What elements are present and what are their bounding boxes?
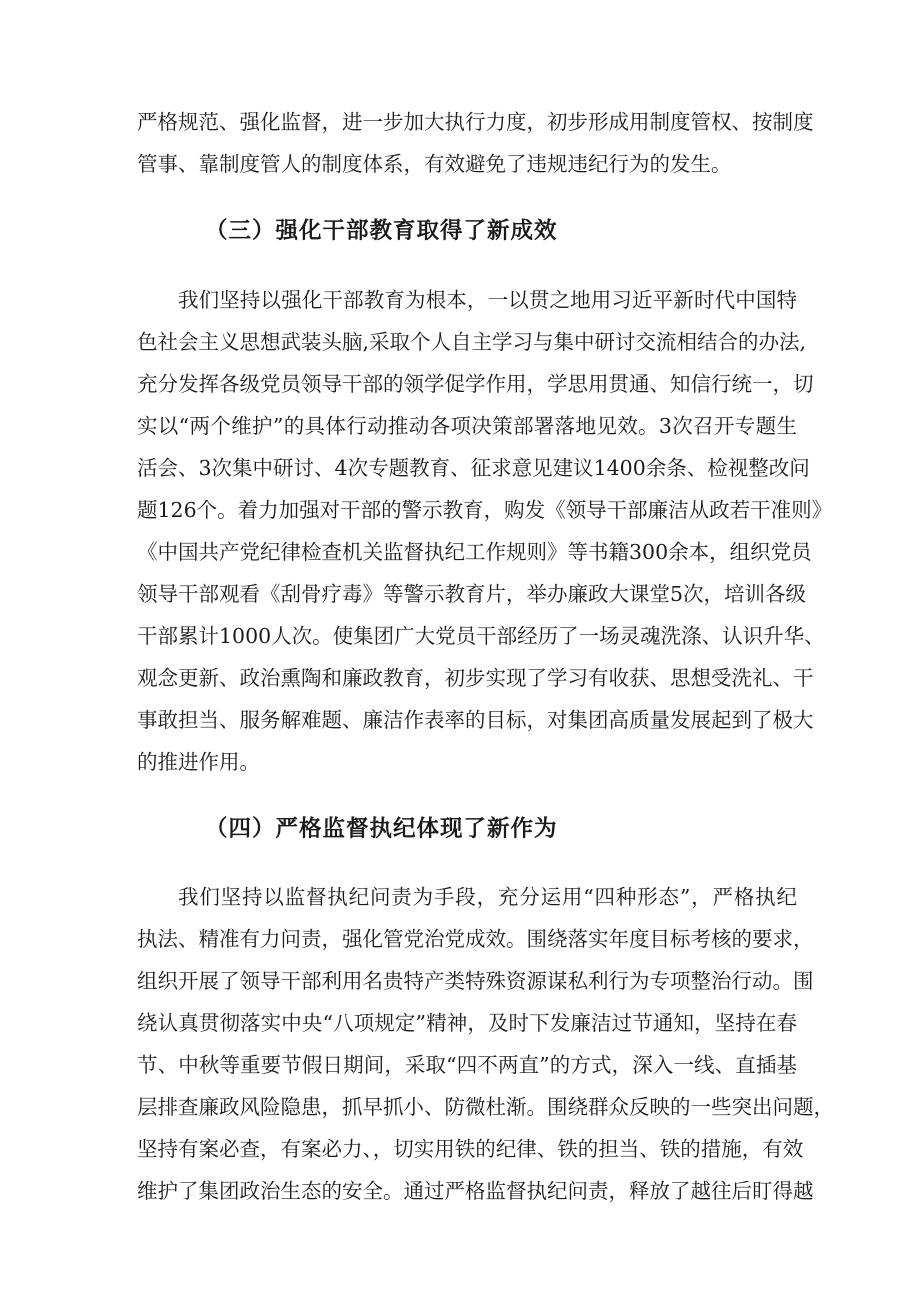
paragraph-line: 《中国共产党纪律检查机关监督执纪工作规则》等书籍300余本，组织党员	[137, 540, 812, 564]
intro-paragraph	[137, 101, 814, 185]
paragraph-line: 坚持有案必查，有案必力、，切实用铁的纪律、铁的担当、铁的措施，有效	[137, 1137, 804, 1161]
paragraph-line: 执法、精准有力问责，强化管党治党成效。围绕落实年度目标考核的要求，	[137, 927, 814, 951]
paragraph-line: 绕认真贯彻落实中央“八项规定”精神，及时下发廉洁过节通知，坚持在春	[137, 1011, 797, 1035]
section-4-paragraph	[137, 876, 834, 1212]
paragraph-line: 严格规范、强化监督，进一步加大执行力度，初步形成用制度管权、按制度	[137, 110, 814, 134]
paragraph-line: 实以“两个维护”的具体行动推动各项决策部署落地见效。3次召开专题生	[137, 414, 797, 438]
paragraph-line: 我们坚持以强化干部教育为根本，一以贯之地用习近平新时代中国特	[178, 288, 797, 312]
paragraph-line: 观念更新、政治熏陶和廉政教育，初步实现了学习有收获、思想受洗礼、干	[137, 666, 814, 690]
section-heading-3: （三）强化干部教育取得了新成效	[205, 218, 558, 244]
paragraph-line: 色社会主义思想武装头脑,采取个人自主学习与集中研讨交流相结合的办法,	[137, 330, 807, 354]
paragraph-line: 的推进作用。	[137, 750, 260, 774]
paragraph-line: 我们坚持以监督执纪问责为手段，充分运用“四种形态”，严格执纪	[178, 885, 797, 909]
paragraph-line: 管事、靠制度管人的制度体系，有效避免了违规违纪行为的发生。	[137, 152, 732, 176]
paragraph-line: 题126个。着力加强对干部的警示教育，购发《领导干部廉洁从政若干准则》	[137, 498, 833, 522]
paragraph-line: 干部累计1000人次。使集团广大党员干部经历了一场灵魂洗涤、认识升华、	[137, 624, 825, 648]
section-heading-4: （四）严格监督执纪体现了新作为	[205, 816, 558, 842]
paragraph-line: 组织开展了领导干部利用名贵特产类特殊资源谋私利行为专项整治行动。围	[137, 969, 814, 993]
paragraph-line: 维护了集团政治生态的安全。通过严格监督执纪问责，释放了越往后盯得越	[137, 1179, 814, 1203]
paragraph-line: 节、中秋等重要节假日期间，采取“四不两直”的方式，深入一线、直插基	[137, 1053, 797, 1077]
paragraph-line: 充分发挥各级党员领导干部的领学促学作用，学思用贯通、知信行统一，切	[137, 372, 814, 396]
paragraph-line: 层排查廉政风险隐患，抓早抓小、防微杜渐。围绕群众反映的一些突出问题，	[137, 1095, 834, 1119]
paragraph-line: 事敢担当、服务解难题、廉洁作表率的目标，对集团高质量发展起到了极大	[137, 708, 814, 732]
paragraph-line: 领导干部观看《刮骨疗毒》等警示教育片，举办廉政大课堂5次，培训各级	[137, 582, 807, 606]
section-3-paragraph	[137, 279, 833, 783]
paragraph-line: 活会、3次集中研讨、4次专题教育、征求意见建议1400余条、检视整改问	[137, 456, 810, 480]
